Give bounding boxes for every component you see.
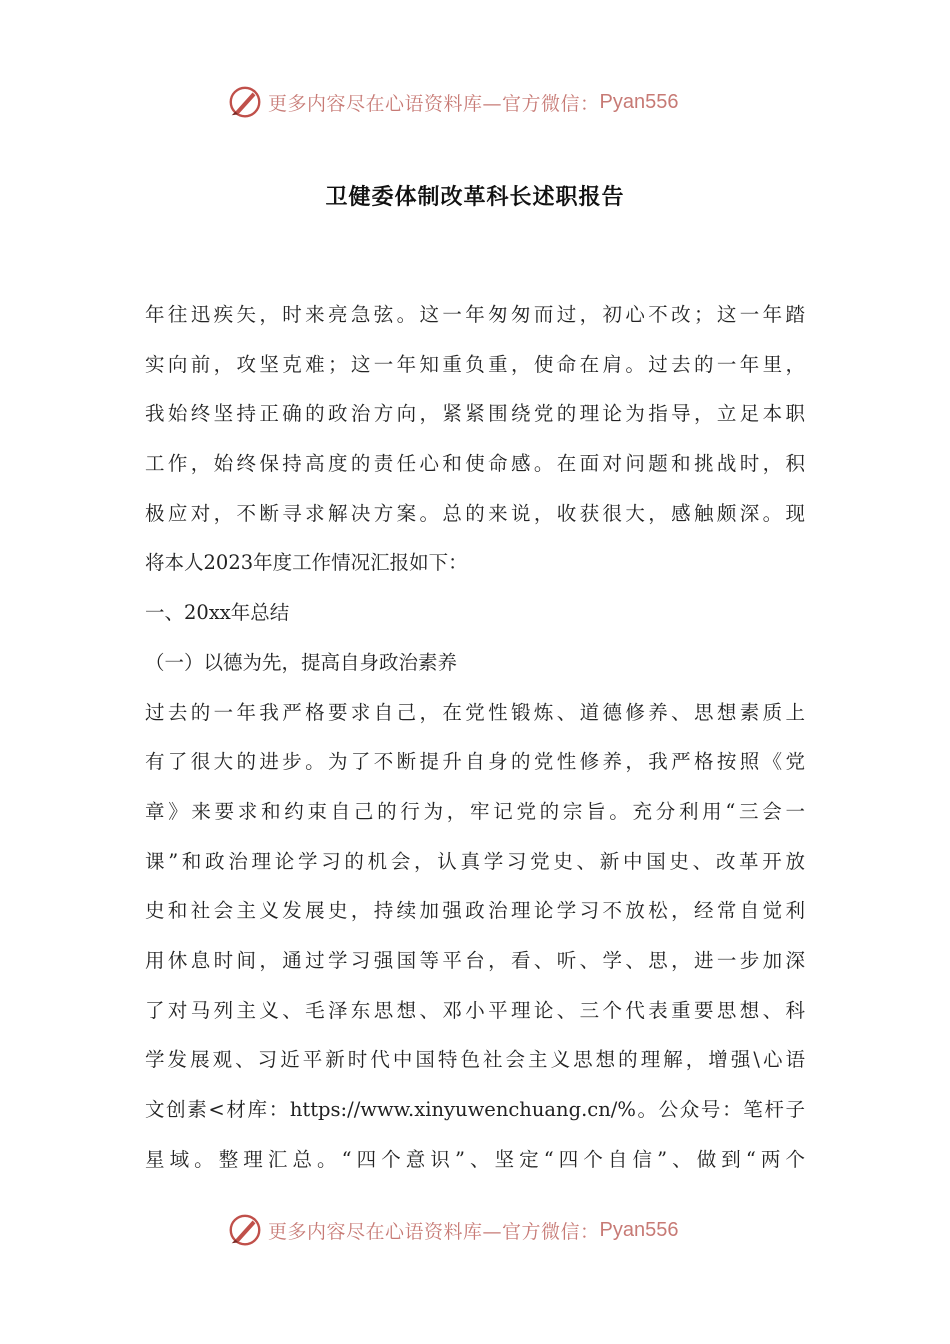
banner-wechat-id: Pyan556: [599, 1218, 679, 1241]
paragraph-line: 文创素<材库：https://www.xinyuwenchuang.cn/%。公众号：笔杆子: [145, 1098, 805, 1121]
paragraph-line: 我始终坚持正确的政治方向，紧紧围绕党的理论为指导，立足本职: [145, 402, 805, 426]
paragraph-line: 星域。整理汇总。“四个意识”、坚定“四个自信”、做到“两个: [145, 1147, 805, 1171]
footer-banner: [226, 1210, 678, 1250]
paragraph-line: 史和社会主义发展史，持续加强政治理论学习不放松，经常自觉利: [145, 899, 805, 923]
paragraph-line: 工作，始终保持高度的责任心和使命感。在面对问题和挑战时，积: [145, 452, 805, 476]
paragraph-line: 课”和政治理论学习的机会，认真学习党史、新中国史、改革开放: [145, 849, 805, 873]
paragraph-line: 了对马列主义、毛泽东思想、邓小平理论、三个代表重要思想、科: [145, 998, 805, 1022]
document-title: 卫健委体制改革科长述职报告: [325, 185, 625, 210]
paragraph-line: 过去的一年我严格要求自己，在党性锻炼、道德修养、思想素质上: [145, 700, 805, 724]
section-heading: 一、20xx年总结: [145, 601, 290, 625]
pen-logo-icon: [226, 83, 264, 121]
banner-text: 更多内容尽在心语资料库—官方微信：: [268, 1220, 600, 1243]
document-body: [145, 290, 805, 1184]
subsection-heading: （一）以德为先，提高自身政治素养: [145, 650, 458, 674]
pen-logo-icon: [226, 1211, 264, 1249]
header-banner: [226, 82, 678, 122]
paragraph-line: 实向前，攻坚克难；这一年知重负重，使命在肩。过去的一年里，: [145, 352, 805, 376]
banner-wechat-id: Pyan556: [599, 90, 679, 113]
paragraph-line: 用休息时间，通过学习强国等平台，看、听、学、思，进一步加深: [145, 948, 805, 972]
paragraph-line: 年往迅疾矢，时来亮急弦。这一年匆匆而过，初心不改；这一年踏: [145, 303, 805, 326]
paragraph-line: 有了很大的进步。为了不断提升自身的党性修养，我严格按照《党: [145, 750, 805, 774]
paragraph-line: 将本人2023年度工作情况汇报如下：: [145, 551, 468, 575]
banner-text: 更多内容尽在心语资料库—官方微信：: [268, 92, 600, 115]
paragraph-line: 学发展观、习近平新时代中国特色社会主义思想的理解，增强\心语: [145, 1048, 805, 1072]
paragraph-line: 章》来要求和约束自己的行为，牢记党的宗旨。充分利用“三会一: [145, 799, 805, 823]
paragraph-line: 极应对，不断寻求解决方案。总的来说，收获很大，感触颇深。现: [145, 501, 805, 525]
